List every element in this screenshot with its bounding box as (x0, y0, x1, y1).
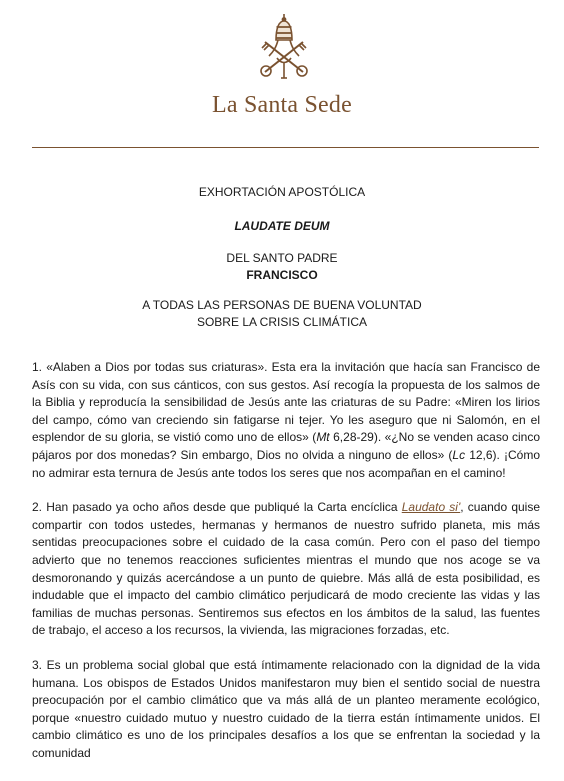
paragraph-2 (32, 499, 540, 640)
site-header (0, 0, 564, 150)
document-title: LAUDATE DEUM (234, 219, 330, 233)
ref-cite-2: 12,6). ¡Cómo no admirar esta ternura de Jesús ante todos los seres que nos acompañan en el camino! (32, 447, 540, 480)
ref-book-lc: Lc (452, 447, 466, 462)
paragraph-1-text: 1. «Alaben a Dios por todas sus criaturas». Esta era la invitación que hacía san Francisco de Asís con su vida, con sus cánticos, con sus gestos. Así recogía la propuesta de los salmos de la Biblia y reproducía la sensibilidad de Jesús ante las criaturas de su Padre: «Miren los lirios del campo, cómo van creciendo sin fatigarse ni tejer. Yo les aseguro que ni Salomón, en el esplendor de su gloria, se vistió como uno de ellos» ( (32, 360, 540, 445)
document-addressees-1: A TODAS LAS PERSONAS DE BUENA VOLUNTAD (142, 298, 422, 312)
ref-book-mt: Mt (316, 430, 330, 445)
paragraph-2-text-b: , cuando quise compartir con todos ustedes, hermanas y hermanos de nuestro sufrido planeta, mis más sentidas preocupaciones sobre el cuidado de la casa común. Pero con el paso del tiempo advierto que no tenemos reacciones suficientes mientras el mundo que nos acoge se va desmoronando y quizás acercándose a un punto de quiebre. Más allá de esta posibilidad, es indudable que el impacto del cambio climático perjudicará de modo creciente las vidas y las familias de muchas personas. Sentiremos sus efectos en los ámbitos de la salud, las fuentes de trabajo, el acceso a los recursos, la vivienda, las migraciones forzadas, etc. (32, 500, 541, 638)
document-heading (0, 184, 564, 331)
document-from: DEL SANTO PADRE (226, 251, 338, 265)
header-divider (32, 147, 539, 148)
paragraph-3-text: 3. Es un problema social global que está íntimamente relacionado con la dignidad de la vida humana. Los obispos de Estados Unidos manifestaron muy bien el sentido social de nuestra preocupación por el cambio climático que va más allá de un planteo meramente ecológico, porque «nuestro cuidado mutuo y nuestro cuidado de la tierra están íntimamente unidos. El cambio climático es uno de los principales desafíos a los que se enfrentan la sociedad y la comunidad (32, 657, 540, 760)
paragraph-3 (32, 657, 540, 763)
document-body (32, 359, 540, 779)
papal-crest-icon[interactable] (255, 12, 313, 82)
document-author: FRANCISCO (246, 268, 318, 282)
document-addressees-2: SOBRE LA CRISIS CLIMÁTICA (196, 315, 368, 329)
document-type: EXHORTACIÓN APOSTÓLICA (198, 185, 366, 199)
laudato-si-link[interactable]: Laudato si' (401, 500, 461, 515)
ref-cite-1: 6,28-29). «¿No se venden acaso cinco pájaros por dos monedas? Sin embargo, Dios no olvida a ninguno de ellos» ( (32, 430, 540, 462)
paragraph-1 (32, 359, 540, 482)
paragraph-2-text-a: 2. Han pasado ya ocho años desde que publiqué la Carta encíclica (32, 500, 402, 515)
site-title[interactable]: La Santa Sede (212, 92, 352, 118)
